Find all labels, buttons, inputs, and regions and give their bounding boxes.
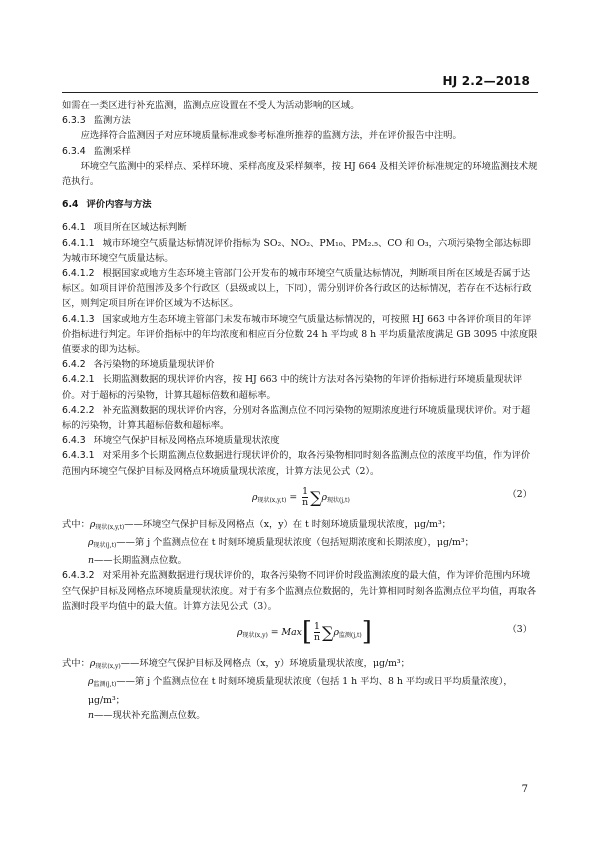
- paragraph: 环境空气监测中的采样点、采样环境、采样高度及采样频率，按 HJ 664 及相关评价标准规定的环境监测技术规范执行。: [62, 160, 538, 188]
- clause-6-4-3-2: 6.4.3.2 对采用补充监测数据进行现状评价的，取各污染物不同评价时段监测浓度的最大值，作为评价范围内环境空气保护目标及网格点环境质量现状浓度。对于有多个监测点位数据的，先计算相同时刻各监测点位平均值，再取各监测时段平均值中的最大值。计算方法见公式（3）。: [62, 570, 537, 612]
- clause-6-4-1-1: 6.4.1.1 城市环境空气质量达标情况评价指标为 SO₂、NO₂、PM₁₀、PM₂.₅、CO 和 O₃，六项污染物全部达标即为城市环境空气质量达标。: [62, 237, 531, 264]
- formula-2: [62, 479, 538, 517]
- section-heading-6-4-3: 6.4.3 环境空气保护目标及网格点环境质量现状浓度: [62, 435, 280, 447]
- section-heading-6-4: 6.4 评价内容与方法: [62, 199, 152, 211]
- page-number: 7: [521, 784, 528, 795]
- paragraph: 如需在一类区进行补充监测，监测点应设置在不受人为活动影响的区域。: [62, 100, 360, 111]
- section-heading-6-4-1: 6.4.1 项目所在区域达标判断: [62, 222, 187, 234]
- clause-6-4-1-3: 6.4.1.3 国家或地方生态环境主管部门未发布城市环境空气质量达标情况的，可按照 HJ 663 中各评价项目的年评价指标进行判定。年评价指标中的年均浓度和相应百分位数 24 h 平均或 8 h 平均质量浓度满足 GB 3095 中浓度限值要求的即为达标。: [62, 313, 538, 356]
- formula-2-number: （2）: [507, 488, 532, 500]
- formula-3-expression: $\rho_{现状(x,y)} = Max$[ $\frac{1}{n}$ $\sum\rho_{监测(j,t)}$]: [237, 616, 372, 647]
- clause-6-4-1-2: 6.4.1.2 根据国家或地方生态环境主管部门公开发布的城市环境空气质量达标情况，判断项目所在区域是否属于达标区。如项目评价范围涉及多个行政区（县级或以上，下同），需分别评价各行政区的达标情况，若存在不达标行政区，则判定项目所在评价区域为不达标区。: [62, 268, 532, 310]
- section-heading-6-3-4: 6.3.4 监测采样: [62, 145, 131, 157]
- section-heading-6-3-3: 6.3.3 监测方法: [62, 115, 131, 127]
- section-heading-6-4-2: 6.4.2 各污染物的环境质量现状评价: [62, 359, 215, 371]
- formula-2-expression: $\rho_{现状(x,y,t)}$ = $\frac{1}{n}$ $\sum\rho_{现状(j,t)}$: [252, 485, 350, 508]
- formula-3-definitions: 式中：$\rho_{现状(x,y)}——$环境空气保护目标及网格点（x，y）环境质量现状浓度，μg/m³； $\rho_{监测(j,t)}——$第 j 个监测点位在 t 时刻环境质量现状浓度（包括 1 h 平均、8 h 平均或日平均质量浓度），μg/m³； n——现状补充监测点位数。: [62, 658, 513, 721]
- formula-3: [62, 614, 538, 656]
- clause-6-4-2-1: 6.4.2.1 长期监测数据的现状评价内容，按 HJ 663 中的统计方法对各污染物的年评价指标进行环境质量现状评价。对于超标的污染物，计算其超标倍数和超标率。: [62, 374, 523, 401]
- formula-3-number: （3）: [507, 624, 532, 636]
- standard-code: HJ 2.2—2018: [442, 74, 530, 88]
- formula-2-definitions: 式中：$\rho_{现状(x,y,t)}——$环境空气保护目标及网格点（x，y）在 t 时刻环境质量现状浓度，μg/m³； $\rho_{现状(j,t)}——$第 j 个监测点位在 t 时刻环境质量现状浓度（包括短期浓度和长期浓度），μg/m³； n——长期监测点位数。: [62, 518, 474, 567]
- header-rule: [62, 92, 538, 93]
- clause-6-4-2-2: 6.4.2.2 补充监测数据的现状评价内容，分别对各监测点位不同污染物的短期浓度进行环境质量现状评价。对于超标的污染物，计算其超标倍数和超标率。: [62, 404, 531, 432]
- clause-6-4-3-1: 6.4.3.1 对采用多个长期监测点位数据进行现状评价的，取各污染物相同时刻各监测点位的浓度平均值，作为评价范围内环境空气保护目标及网格点环境质量现状浓度，计算方法见公式（2）。: [62, 450, 531, 477]
- document-body: [62, 98, 538, 723]
- paragraph: 应选择符合监测因子对应环境质量标准或参考标准所推荐的监测方法，并在评价报告中注明。: [80, 130, 462, 142]
